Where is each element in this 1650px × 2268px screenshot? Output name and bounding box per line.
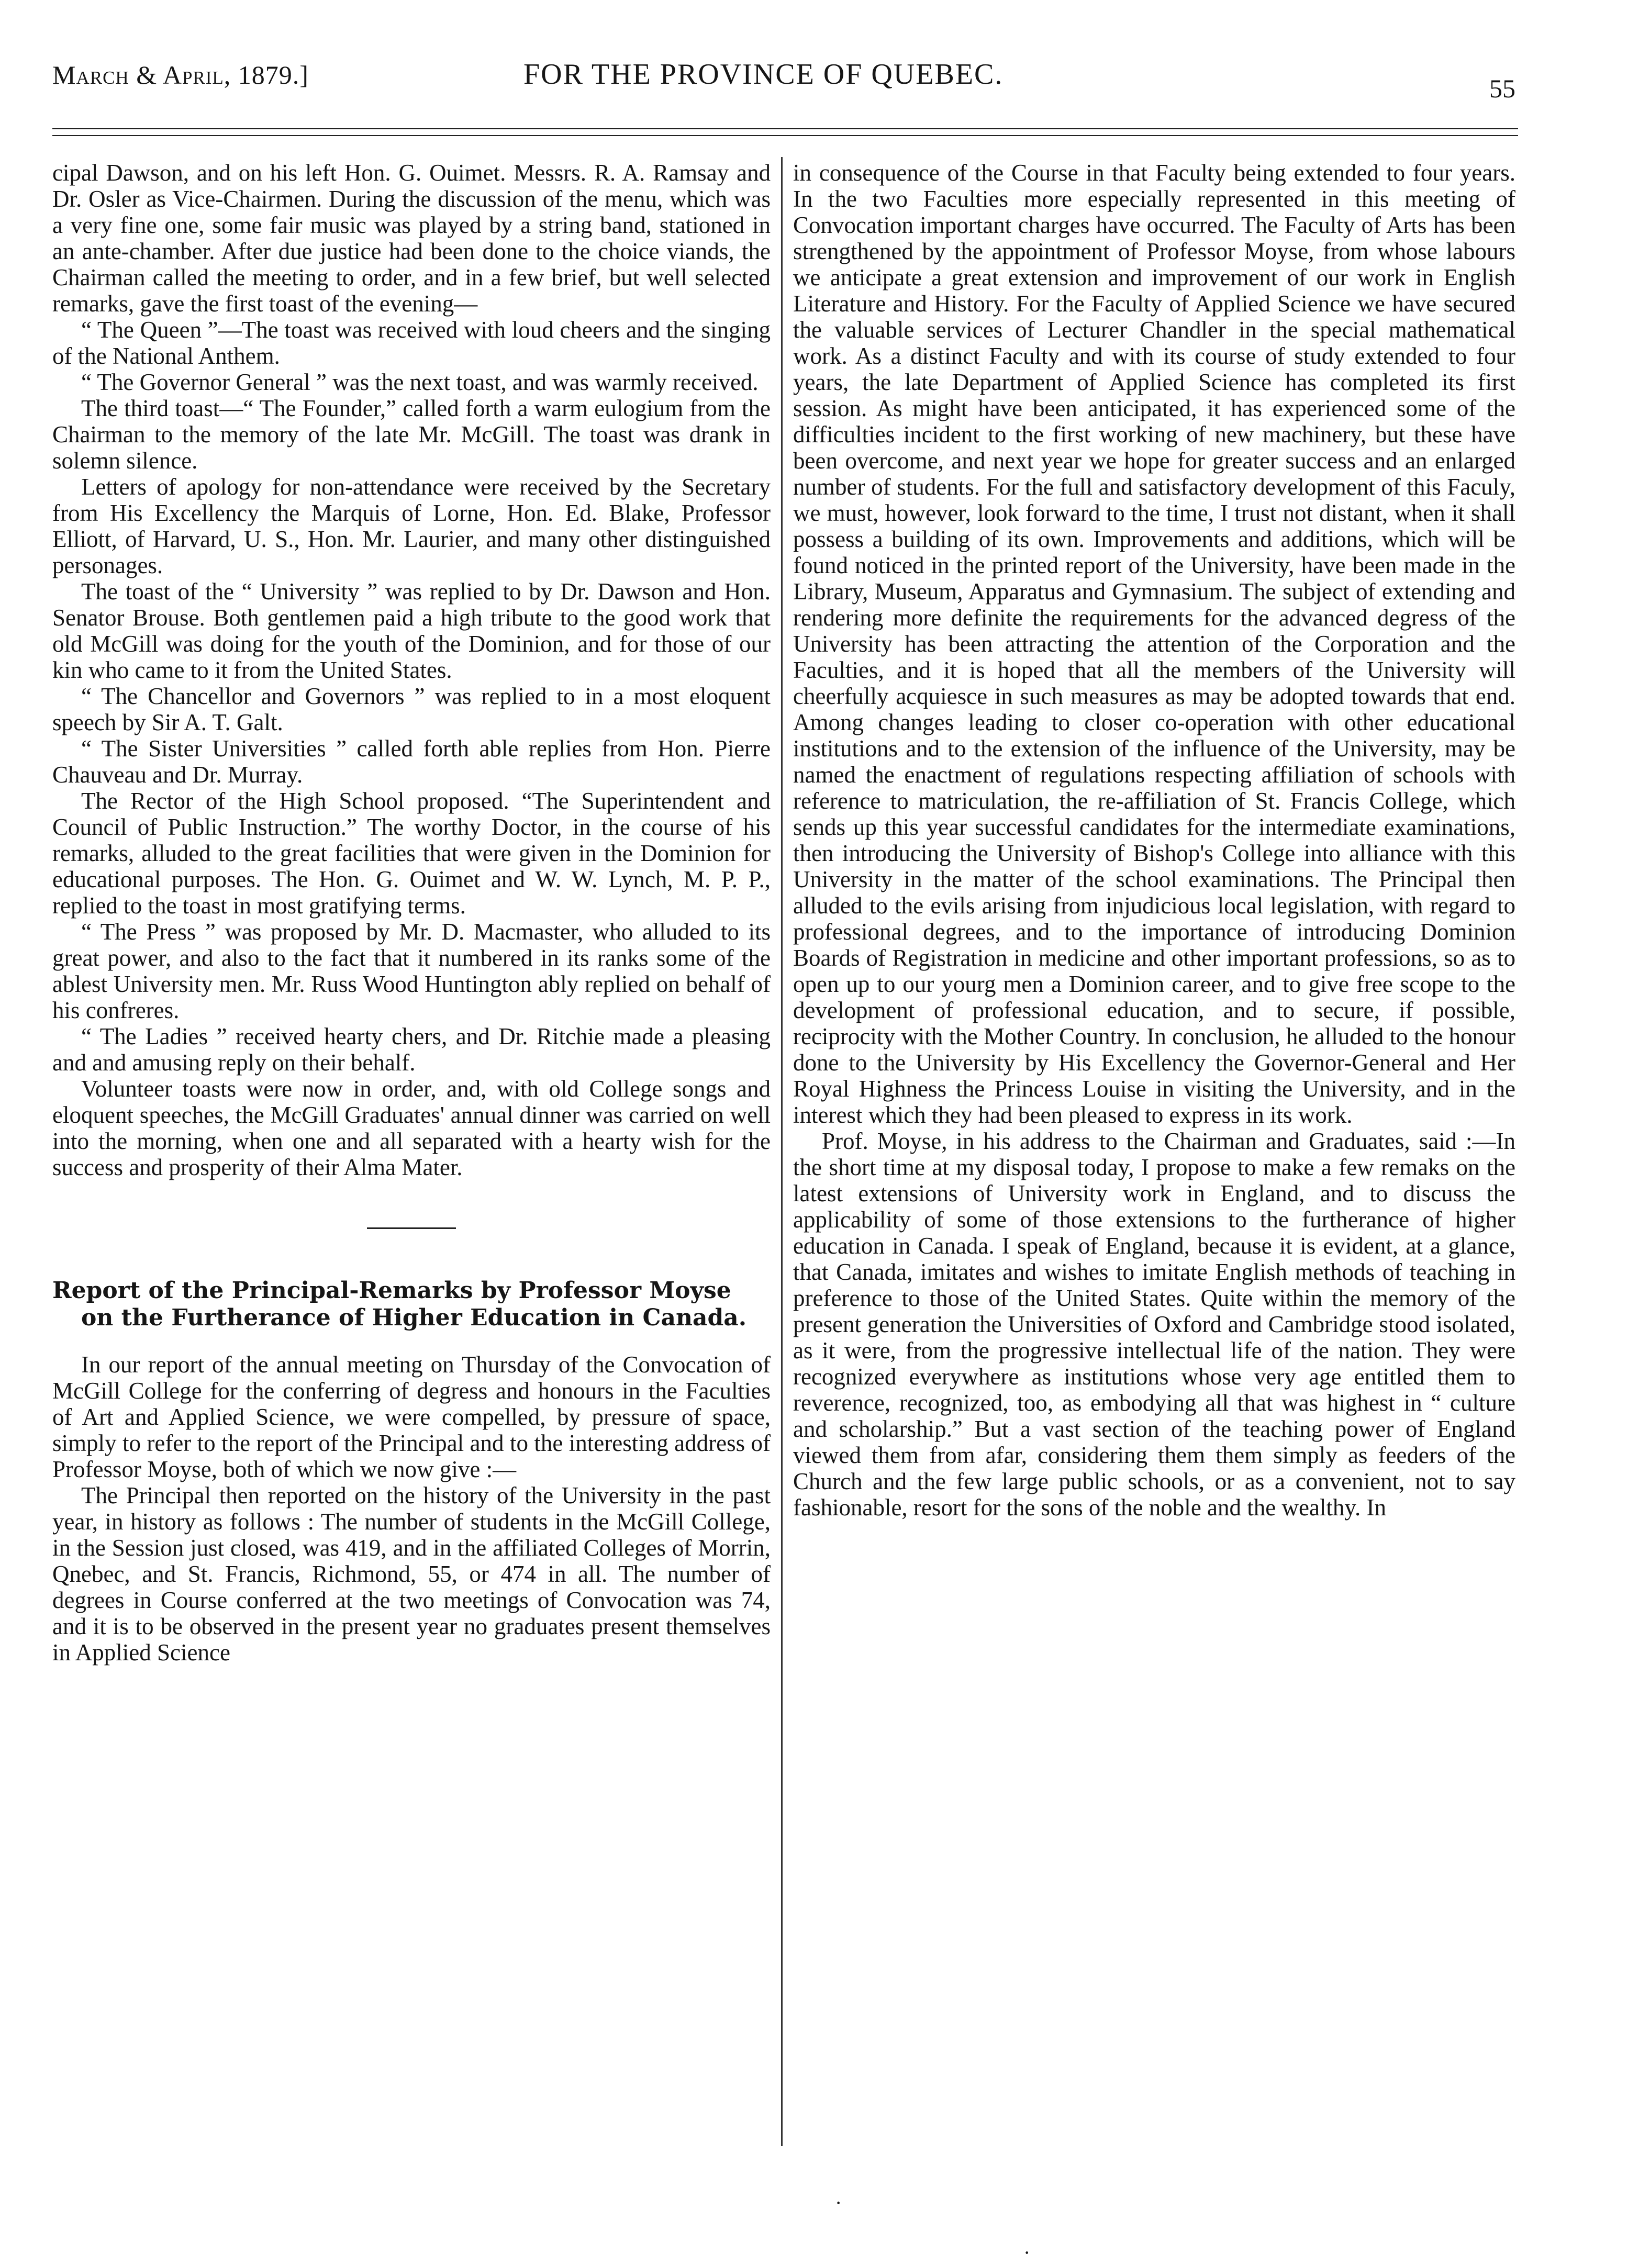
paragraph: Volunteer toasts were now in order, and, with old College songs and eloquent speeches, the McGill Graduates' annual dinner was carried on well into the morning, when one and all separated with a hearty wish for the success and prosperity of their Alma Mater. (52, 1076, 771, 1180)
paragraph: The third toast—“ The Founder,” called forth a warm eulogium from the Chairman to the memory of the late Mr. McGill. The toast was drank in solemn silence. (52, 395, 771, 474)
paragraph: The toast of the “ University ” was replied to by Dr. Dawson and Hon. Senator Brouse. Both gentlemen paid a high tribute to the good work that old McGill was doing for the youth of the Dominion, and for those of our kin who came to it from the United States. (52, 578, 771, 683)
left-column (52, 160, 771, 2196)
paragraph: in consequence of the Course in that Faculty being extended to four years. In the two Faculties more especially represented in this meeting of Convocation important charges have occurred. The Faculty of Arts has been strengthened by the appointment of Professor Moyse, from whose labours we anticipate a great extension and improvement of our work in English Literature and History. For the Faculty of Applied Science we have secured the valuable services of Lecturer Chandler in the special mathematical work. As a distinct Faculty and with its course of study extended to four years, the late Department of Applied Science has completed its first session. As might have been anticipated, it has experienced some of the difficulties incident to the first working of new machinery, but these have been overcome, and next year we hope for greater success and an enlarged number of students. For the full and satisfactory development of this Faculy, we must, however, look forward to the time, I trust not distant, when it shall possess a building of its own. Improvements and additions, which will be found noticed in the printed report of the University, have been made in the Library, Museum, Apparatus and Gymnasium. The subject of extending and rendering more definite the requirements for the advanced degress of the University has been attracting the attention of the Corporation and the Faculties, and it is hoped that all the members of the University will cheerfully acquiesce in such measures as may be adopted towards that end. Among changes leading to closer co-operation with other educational institutions and to the extension of the influence of the University, may be named the enactment of regulations respecting affiliation of schools with reference to matriculation, the re-affiliation of St. Francis College, which sends up this year successful candidates for the intermediate examinations, then introducing the University of Bishop's College into alliance with this University in the matter of the school examinations. The Principal then alluded to the evils arising from injudicious local legislation, with regard to professional degrees, and to the importance of introducing Dominion Boards of Registration in medicine and other important professions, so as to open up to our yourg men a Dominion career, and to give free scope to the development of professional education, and to secure, if possible, reciprocity with the Mother Country. In conclusion, he alluded to the honour done to the University by His Excellency the Governor-General and Her Royal Highness the Princess Louise in visiting the University, and in the interest which they had been pleased to express in its work. (793, 160, 1515, 1128)
header-rule-bottom (52, 135, 1518, 136)
column-divider (781, 157, 783, 2146)
paragraph: “ The Ladies ” received hearty chers, and Dr. Ritchie made a pleasing and and amusing reply on their behalf. (52, 1023, 771, 1076)
paragraph: “ The Press ” was proposed by Mr. D. Macmaster, who alluded to its great power, and also to the fact that it numbered in its ranks some of the ablest University men. Mr. Russ Wood Huntington ably replied on behalf of his confreres. (52, 919, 771, 1023)
section-divider (367, 1227, 456, 1229)
paragraph: In our report of the annual meeting on Thursday of the Convocation of McGill College for the conferring of degress and honours in the Faculties of Art and Applied Science, we were compelled, by pressure of space, simply to refer to the report of the Principal and to the interesting address of Professor Moyse, both of which we now give :— (52, 1351, 771, 1482)
header-title: FOR THE PROVINCE OF QUEBEC. (523, 58, 1004, 91)
header-date: March & April, 1879.] (52, 60, 309, 90)
running-header (0, 48, 1650, 111)
print-speck: · (835, 2191, 842, 2215)
paragraph: “ The Queen ”—The toast was received with loud cheers and the singing of the National Anthem. (52, 317, 771, 369)
right-column (793, 160, 1515, 2185)
paragraph: The Principal then reported on the history of the University in the past year, in history as follows : The number of students in the McGill College, in the Session just closed, was 419, and in the affiliated Colleges of Morrin, Qnebec, and St. Francis, Richmond, 55, or 474 in all. The number of degrees in Course conferred at the two meetings of Convocation was 74, and it is to be observed in the present year no graduates present themselves in Applied Science (52, 1482, 771, 1666)
page-number: 55 (1489, 74, 1515, 103)
paragraph: “ The Governor General ” was the next toast, and was warmly received. (81, 369, 759, 395)
paragraph: “ The Sister Universities ” called forth able replies from Hon. Pierre Chauveau and Dr. Murray. (52, 735, 771, 788)
paragraph: Letters of apology for non-attendance were received by the Secretary from His Excellency the Marquis of Lorne, Hon. Ed. Blake, Professor Elliott, of Harvard, U. S., Hon. Mr. Laurier, and many other distinguished personages. (52, 474, 771, 578)
paragraph: “ The Chancellor and Governors ” was replied to in a most eloquent speech by Sir A. T. Galt. (52, 683, 771, 735)
paragraph: Prof. Moyse, in his address to the Chairman and Graduates, said :—In the short time at my disposal today, I propose to make a few remaks on the latest extensions of University work in England, and to discuss the applicability of some of those extensions to the furtherance of higher education in Canada. I speak of England, because it is evident, at a glance, that Canada, imitates and wishes to imitate English methods of teaching in preference to those of the United States. Quite within the memory of the present generation the Universities of Oxford and Cambridge stood isolated, as it were, from the progressive intellectual life of the nation. They were recognized everywhere as institutions whose very age entitled them to reverence, recognized, too, as embodying all that was highest in “ culture and scholarship.” But a vast section of the teaching power of England viewed them from afar, considering them them simply as feeders of the Church and the few large public schools, or as a convenient, not to say fashionable, resort for the sons of the noble and the wealthy. In (793, 1128, 1515, 1521)
print-speck: · (1023, 2241, 1031, 2264)
header-rule-top (52, 128, 1518, 129)
paragraph: The Rector of the High School proposed. “The Superintendent and Council of Public Instruction.” The worthy Doctor, in the course of his remarks, alluded to the great facilities that were given in the Dominion for educational purposes. The Hon. G. Ouimet and W. W. Lynch, M. P. P., replied to the toast in most gratifying terms. (52, 788, 771, 919)
article-heading: Report of the Principal-Remarks by Professor Moyse on the Furtherance of Higher Education in Canada. (52, 1277, 747, 1331)
paragraph: cipal Dawson, and on his left Hon. G. Ouimet. Messrs. R. A. Ramsay and Dr. Osler as Vice-Chairmen. During the discussion of the menu, which was a very fine one, some fair music was played by a string band, stationed in an ante-chamber. After due justice had been done to the choice viands, the Chairman called the meeting to order, and in a few brief, but well selected remarks, gave the first toast of the evening— (52, 160, 771, 317)
